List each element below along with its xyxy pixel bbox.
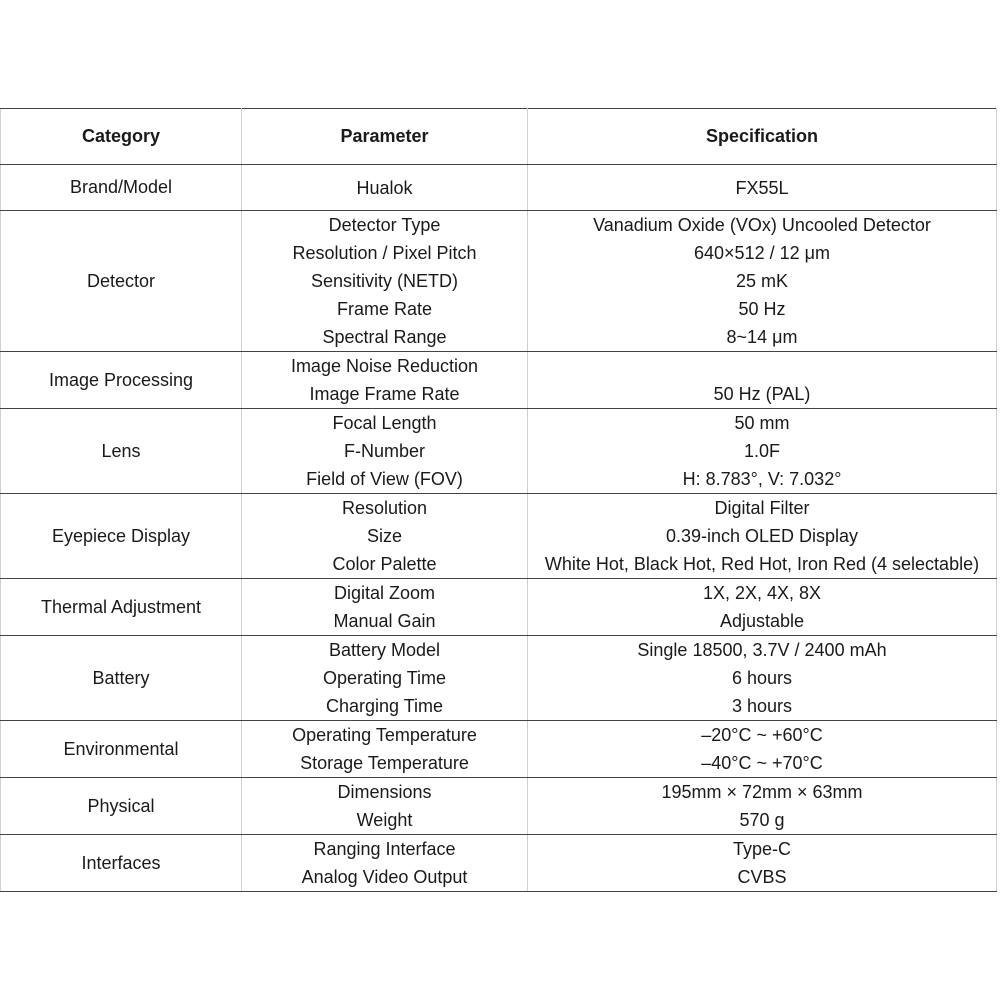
specification-cell: Type-C xyxy=(528,835,997,864)
specification-cell: 195mm × 72mm × 63mm xyxy=(528,778,997,807)
specification-cell: 50 mm xyxy=(528,409,997,438)
parameter-cell: Storage Temperature xyxy=(242,749,528,778)
specification-cell: Digital Filter xyxy=(528,494,997,523)
parameter-cell: Battery Model xyxy=(242,636,528,665)
parameter-cell: Digital Zoom xyxy=(242,579,528,608)
parameter-cell: Resolution / Pixel Pitch xyxy=(242,239,528,267)
parameter-cell: Field of View (FOV) xyxy=(242,465,528,494)
category-cell: Image Processing xyxy=(1,352,242,409)
category-cell: Interfaces xyxy=(1,835,242,892)
brand-parameter: Hualok xyxy=(242,165,528,211)
table-row xyxy=(1,579,997,608)
brand-row xyxy=(1,165,997,211)
specification-cell: H: 8.783°, V: 7.032° xyxy=(528,465,997,494)
table-row xyxy=(1,494,997,523)
specification-cell: 8~14 μm xyxy=(528,323,997,352)
parameter-cell: Frame Rate xyxy=(242,295,528,323)
parameter-cell: Ranging Interface xyxy=(242,835,528,864)
parameter-cell: Resolution xyxy=(242,494,528,523)
specification-cell: CVBS xyxy=(528,863,997,892)
parameter-cell: Manual Gain xyxy=(242,607,528,636)
specification-cell: 3 hours xyxy=(528,692,997,721)
specification-cell: 0.39-inch OLED Display xyxy=(528,522,997,550)
specification-cell: Vanadium Oxide (VOx) Uncooled Detector xyxy=(528,211,997,240)
brand-category: Brand/Model xyxy=(1,165,242,211)
parameter-cell: F-Number xyxy=(242,437,528,465)
header-specification: Specification xyxy=(528,109,997,165)
parameter-cell: Sensitivity (NETD) xyxy=(242,267,528,295)
header-category: Category xyxy=(1,109,242,165)
category-cell: Battery xyxy=(1,636,242,721)
table-row xyxy=(1,409,997,438)
specification-cell: Single 18500, 3.7V / 2400 mAh xyxy=(528,636,997,665)
table-row xyxy=(1,778,997,807)
category-cell: Thermal Adjustment xyxy=(1,579,242,636)
category-cell: Physical xyxy=(1,778,242,835)
table-row xyxy=(1,721,997,750)
specification-cell: 50 Hz xyxy=(528,295,997,323)
specification-cell: 6 hours xyxy=(528,664,997,692)
category-cell: Environmental xyxy=(1,721,242,778)
parameter-cell: Charging Time xyxy=(242,692,528,721)
category-cell: Eyepiece Display xyxy=(1,494,242,579)
specification-cell: 1X, 2X, 4X, 8X xyxy=(528,579,997,608)
parameter-cell: Weight xyxy=(242,806,528,835)
table-row xyxy=(1,352,997,381)
parameter-cell: Operating Time xyxy=(242,664,528,692)
parameter-cell: Image Noise Reduction xyxy=(242,352,528,381)
specification-cell: –40°C ~ +70°C xyxy=(528,749,997,778)
spec-table-body xyxy=(1,165,997,892)
parameter-cell: Image Frame Rate xyxy=(242,380,528,409)
specification-cell: 25 mK xyxy=(528,267,997,295)
specification-cell: –20°C ~ +60°C xyxy=(528,721,997,750)
table-row xyxy=(1,835,997,864)
specification-cell: Adjustable xyxy=(528,607,997,636)
category-cell: Detector xyxy=(1,211,242,352)
parameter-cell: Size xyxy=(242,522,528,550)
brand-specification: FX55L xyxy=(528,165,997,211)
header-row xyxy=(1,109,997,165)
table-row xyxy=(1,636,997,665)
header-parameter: Parameter xyxy=(242,109,528,165)
specification-cell xyxy=(528,352,997,381)
parameter-cell: Analog Video Output xyxy=(242,863,528,892)
parameter-cell: Dimensions xyxy=(242,778,528,807)
specification-cell: 570 g xyxy=(528,806,997,835)
spec-table xyxy=(0,108,997,892)
parameter-cell: Focal Length xyxy=(242,409,528,438)
specification-cell: White Hot, Black Hot, Red Hot, Iron Red (4 selectable) xyxy=(528,550,997,579)
specification-cell: 640×512 / 12 μm xyxy=(528,239,997,267)
parameter-cell: Operating Temperature xyxy=(242,721,528,750)
category-cell: Lens xyxy=(1,409,242,494)
parameter-cell: Spectral Range xyxy=(242,323,528,352)
parameter-cell: Detector Type xyxy=(242,211,528,240)
table-row xyxy=(1,211,997,240)
parameter-cell: Color Palette xyxy=(242,550,528,579)
specification-cell: 1.0F xyxy=(528,437,997,465)
specification-cell: 50 Hz (PAL) xyxy=(528,380,997,409)
